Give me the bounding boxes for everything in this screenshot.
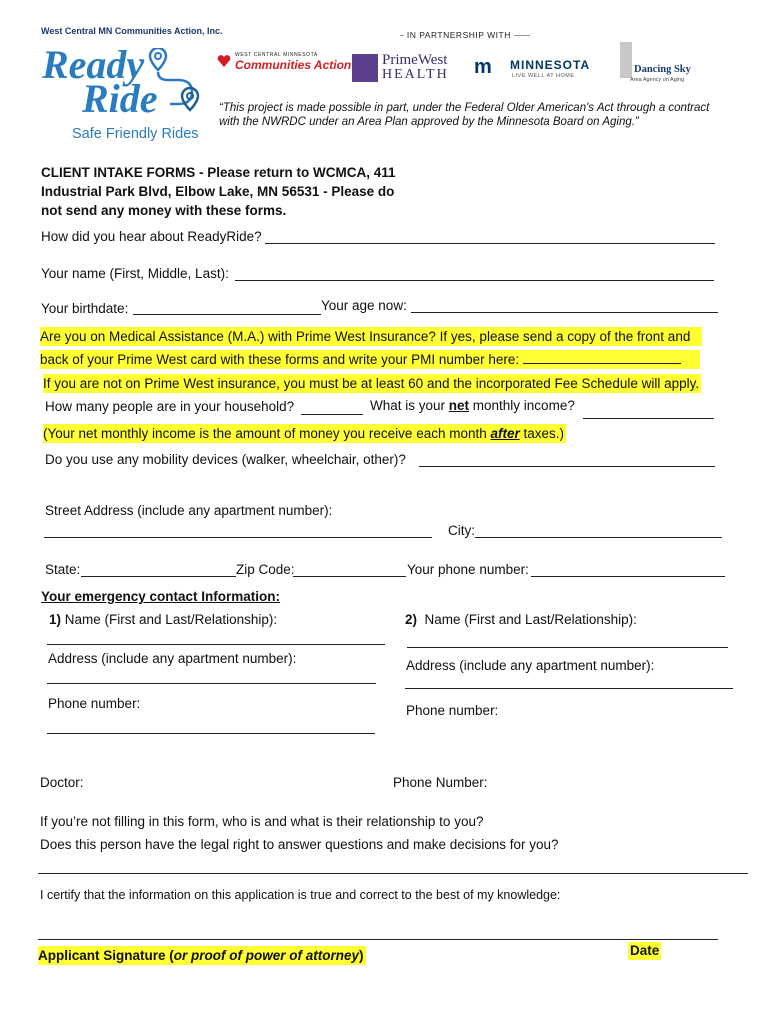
funding-quote: “This project is made possible in part, under the Federal Older American's Act through a contract with the NWRDC under an Area Plan approved by the Minnesota Board on Aging.” — [219, 102, 710, 128]
contact1-phone-input-line[interactable] — [47, 733, 375, 734]
contact2-name-input-line[interactable] — [407, 647, 728, 648]
birthdate-label: Your birthdate: — [41, 301, 129, 316]
contact2-name-text: Name (First and Last/Relationship): — [424, 612, 637, 627]
dancing-sky-text: Dancing Sky — [634, 64, 691, 75]
relationship-input-line[interactable] — [38, 873, 748, 874]
not-primewest-line: If you are not on Prime West insurance, you must be at least 60 and the incorporated Fee Schedule will apply. — [43, 376, 700, 391]
route-pin-icon — [140, 48, 210, 128]
wcmca-small-text: WEST CENTRAL MINNESOTA — [235, 52, 318, 58]
ma-pmi-label: back of your Prime West card with these forms and write your PMI number here: — [40, 352, 520, 367]
primewest-bottom-text: HEALTH — [382, 67, 449, 82]
date-label: Date — [630, 943, 660, 958]
household-label: How many people are in your household? — [45, 399, 295, 414]
mobility-input-line[interactable] — [419, 466, 715, 467]
phone-label: Your phone number: — [407, 562, 529, 577]
intro-line-2: Industrial Park Blvd, Elbow Lake, MN 56531 - Please do — [41, 184, 395, 199]
street-label: Street Address (include any apartment number): — [45, 503, 333, 518]
primewest-mark — [352, 54, 378, 82]
wcmca-logo — [217, 52, 352, 76]
dancing-sky-logo — [618, 42, 698, 88]
doctor-phone-label: Phone Number: — [393, 775, 488, 790]
phone-input-line[interactable] — [531, 576, 725, 577]
city-label: City: — [448, 523, 475, 538]
intro-line-3: not send any money with these forms. — [41, 203, 287, 218]
primewest-logo — [352, 52, 464, 86]
intro-line-1: CLIENT INTAKE FORMS - Please return to WCMCA, 411 — [41, 165, 396, 180]
zip-label: Zip Code: — [236, 562, 295, 577]
household-input-line[interactable] — [301, 414, 363, 415]
income-text-b: monthly income? — [469, 398, 575, 413]
ma-question: Are you on Medical Assistance (M.A.) with Prime West Insurance? — [40, 329, 436, 344]
street-input-line[interactable] — [44, 537, 432, 538]
income-text-a: What is your — [370, 398, 449, 413]
mobility-label: Do you use any mobility devices (walker, wheelchair, other)? — [45, 452, 406, 467]
emergency-heading: Your emergency contact Information: — [41, 589, 281, 604]
partnership-label — [400, 30, 530, 40]
contact1-address-label: Address (include any apartment number): — [48, 651, 297, 666]
age-label: Your age now: — [321, 298, 407, 313]
wcmca-name-text: Communities Action — [235, 58, 352, 72]
sig-text-a: Applicant Signature ( — [38, 948, 174, 963]
mn-sub-text: LIVE WELL AT HOME — [512, 73, 575, 79]
net-note-b: taxes.) — [519, 426, 565, 441]
city-input-line[interactable] — [475, 537, 722, 538]
contact1-name-label — [49, 612, 277, 627]
primewest-top-text: PrimeWest — [382, 52, 448, 68]
net-income-note — [43, 424, 566, 443]
contact1-name-input-line[interactable] — [47, 644, 385, 645]
name-label: Your name (First, Middle, Last): — [41, 266, 229, 281]
partnership-text: IN PARTNERSHIP WITH — [406, 30, 511, 40]
contact2-address-input-line[interactable] — [405, 688, 733, 689]
contact2-number: 2) — [405, 612, 418, 627]
mn-state-shape — [620, 42, 632, 78]
birthdate-input-line[interactable] — [133, 314, 321, 315]
state-input-line[interactable] — [81, 576, 236, 577]
state-label: State: — [45, 562, 81, 577]
income-label — [370, 398, 575, 413]
ma-pmi-line — [40, 350, 700, 369]
pmi-input-line[interactable] — [523, 363, 681, 364]
contact2-phone-label: Phone number: — [406, 703, 499, 718]
income-input-line[interactable] — [583, 418, 714, 419]
legal-right-question: Does this person have the legal right to answer questions and make decisions for you? — [40, 837, 559, 852]
signature-label — [38, 946, 366, 965]
name-input-line[interactable] — [235, 280, 714, 281]
contact2-name-label — [405, 612, 637, 627]
income-net: net — [448, 398, 470, 413]
signature-input-line[interactable] — [38, 939, 718, 940]
logo-ready-text: Ready — [42, 42, 145, 87]
ma-question-line — [40, 327, 702, 346]
doctor-label: Doctor: — [40, 775, 84, 790]
contact1-address-input-line[interactable] — [47, 683, 376, 684]
contact2-address-label: Address (include any apartment number): — [406, 658, 655, 673]
contact1-number: 1) — [49, 612, 62, 627]
zip-input-line[interactable] — [293, 576, 406, 577]
org-name: West Central MN Communities Action, Inc. — [41, 26, 223, 36]
ready-ride-logo — [40, 44, 210, 144]
age-input-line[interactable] — [411, 312, 718, 313]
heart-icon — [217, 54, 231, 68]
certify-statement: I certify that the information on this application is true and correct to the best of my knowledge: — [40, 888, 561, 902]
contact1-name-text: Name (First and Last/Relationship): — [64, 612, 278, 627]
logo-ride-text: Ride — [82, 76, 158, 121]
ma-yes-instruction: If yes, please send a copy of the front and — [439, 329, 691, 344]
hear-input-line[interactable] — [265, 243, 715, 244]
dancing-sky-sub-text: Area Agency on Aging — [630, 77, 685, 83]
not-filling-question: If you’re not filling in this form, who is and what is their relationship to you? — [40, 814, 484, 829]
net-note-a: (Your net monthly income is the amount of money you receive each month — [43, 426, 491, 441]
mn-mark: m — [474, 56, 491, 78]
minnesota-logo — [474, 56, 594, 82]
logo-tagline: Safe Friendly Rides — [72, 126, 199, 142]
mn-name-text: MINNESOTA — [510, 58, 591, 72]
contact1-phone-label: Phone number: — [48, 696, 141, 711]
hear-label: How did you hear about ReadyRide? — [41, 229, 262, 244]
sig-text-c: ) — [359, 948, 364, 963]
sig-text-b: or proof of power of attorney — [173, 948, 360, 963]
net-note-after: after — [490, 426, 520, 441]
